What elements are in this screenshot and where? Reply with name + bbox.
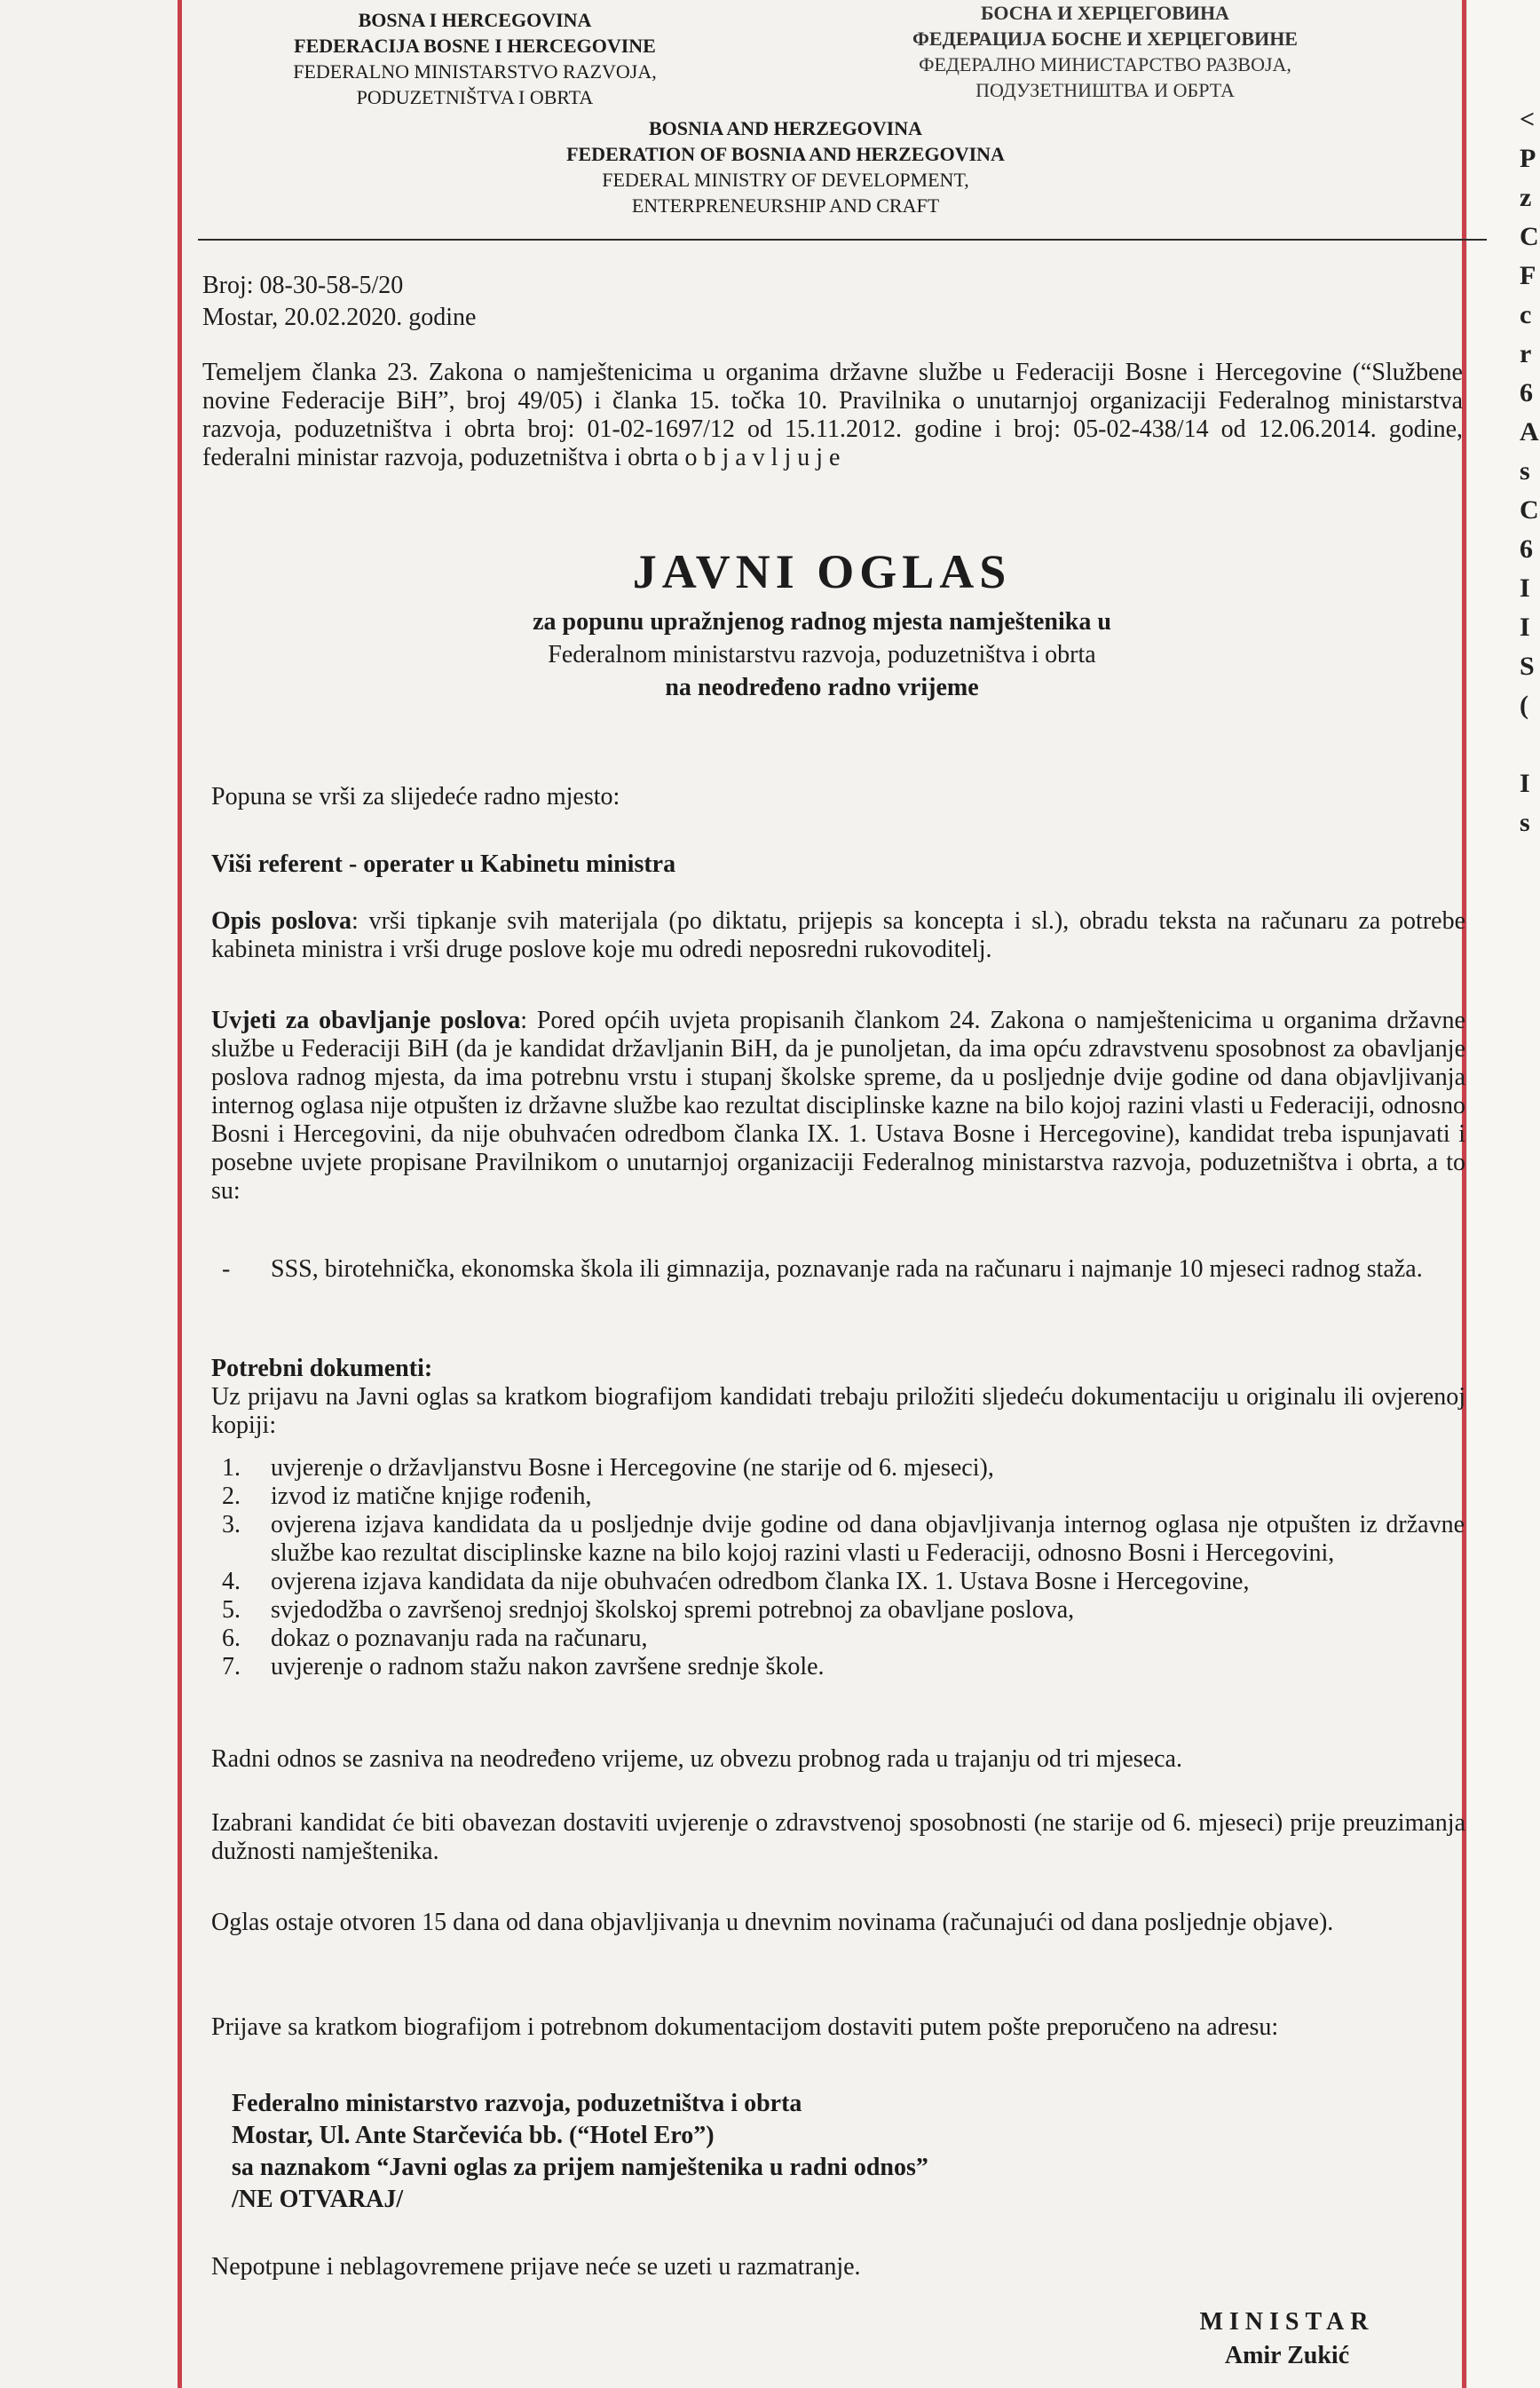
header-bosnian xyxy=(262,7,688,110)
list-text: izvod iz matične knjige rođenih, xyxy=(271,1483,592,1510)
strip-char: I xyxy=(1520,769,1530,798)
nepotpune-text: Nepotpune i neblagovremene prijave neće se uzeti u razmatranje. xyxy=(211,2253,861,2281)
subtitle-line: na neodređeno radno vrijeme xyxy=(665,674,979,701)
list-item xyxy=(222,1483,1465,1511)
list-number: 6. xyxy=(222,1625,241,1652)
address-line: /NE OTVARAJ/ xyxy=(232,2186,404,2213)
list-number: 7. xyxy=(222,1653,241,1680)
list-text: ovjerena izjava kandidata da u posljednje dvije godine od dana objavljivanja internog oglasa nje otpušten iz državne službe kao rezultat disciplinske kazne na bilo kojoj razini vlasti u Federaciji, odnosno Bosni i Hercegovini, xyxy=(271,1511,1465,1567)
uvjeti-paragraph xyxy=(211,1007,1465,1206)
strip-char: z xyxy=(1520,183,1532,212)
header-line: FEDERATION OF BOSNIA AND HERZEGOVINA xyxy=(566,143,1005,165)
dokumenti-label: Potrebni dokumenti: xyxy=(211,1355,433,1382)
header-cyrillic xyxy=(857,0,1354,103)
uvjeti-list-item xyxy=(222,1255,1465,1284)
address-line: sa naznakom “Javni oglas za prijem namještenika u radni odnos” xyxy=(232,2154,928,2181)
uvjeti-item-text: SSS, birotehnička, ekonomska škola ili gimnazija, poznavanje rada na računaru i najmanje 10 mjeseci radnog staža. xyxy=(271,1255,1423,1283)
strip-char: < xyxy=(1520,105,1536,134)
strip-char: I xyxy=(1520,613,1530,642)
header-line: ПОДУЗЕТНИШТВА И ОБРТА xyxy=(975,79,1235,101)
header-line: BOSNIA AND HERZEGOVINA xyxy=(648,117,923,139)
strip-char: C xyxy=(1520,495,1539,525)
subtitle-line: za popunu upražnjenog radnog mjesta namještenika u xyxy=(533,608,1111,636)
radni-odnos-text: Radni odnos se zasniva na neodređeno vrijeme, uz obvezu probnog rada u trajanju od tri mjeseca. xyxy=(211,1745,1182,1773)
strip-char: C xyxy=(1520,222,1539,251)
document-meta xyxy=(202,270,476,334)
list-number: 2. xyxy=(222,1483,241,1510)
address-line: Federalno ministarstvo razvoja, poduzetništva i obrta xyxy=(232,2090,802,2117)
strip-char: r xyxy=(1520,339,1532,368)
list-number: 4. xyxy=(222,1568,241,1595)
list-item xyxy=(222,1454,1465,1483)
strip-char: s xyxy=(1520,456,1530,486)
header-line: ФЕДЕРАЛНО МИНИСТАРСТВО РАЗВОЈА, xyxy=(919,53,1291,75)
list-number: 1. xyxy=(222,1454,241,1482)
dokumenti-intro: Uz prijavu na Javni oglas sa kratkom biografijom kandidati trebaju priložiti sljedeću dokumentaciju u originalu ili ovjerenoj kopiji: xyxy=(211,1383,1465,1439)
document-number: Broj: 08-30-58-5/20 xyxy=(202,272,404,299)
subtitle-line: Federalnom ministarstvu razvoja, poduzetništva i obrta xyxy=(548,641,1096,668)
strip-char: F xyxy=(1520,261,1536,290)
strip-char xyxy=(1520,731,1540,758)
header-english xyxy=(519,115,1052,218)
postal-address xyxy=(232,2088,928,2216)
uvjeti-text: : Pored općih uvjeta propisanih člankom 24. Zakona o namještenicima u organima državne službe u Federaciji BiH (da je kandidat državljanin BiH, da je punoljetan, da ima opću zdravstvenu sposobnost za obavljanje poslova radnog mjesta, da ima potrebnu vrstu i stupanj školske spreme, da u posljednje dvije godine od dana objavljivanja internog oglasa nije otpušten iz državne službe kao rezultat disciplinske kazne na bilo kojoj razini vlasti u Federaciji, odnosno Bosni i Hercegovini, da nije obuhvaćen odredbom članka IX. 1. Ustava Bosne i Hercegovine), kandidat treba ispunjavati i posebne uvjete propisane Pravilnikom o unutarnjoj organizaciji Federalnog ministarstva razvoja, poduzetništva i obrta, a to su: xyxy=(211,1007,1465,1205)
signature-role: MINISTAR xyxy=(1199,2308,1375,2336)
strip-char: P xyxy=(1520,144,1536,173)
list-text: svjedodžba o završenoj srednjoj školskoj spremi potrebnoj za obavljane poslova, xyxy=(271,1596,1075,1624)
opis-text: : vrši tipkanje svih materijala (po diktatu, prijepis sa koncepta i sl.), obradu teksta na računaru za potrebe kabineta ministra i vrši druge poslove koje mu odredi neposredni rukovoditelj. xyxy=(211,907,1466,963)
header-line: ENTERPRENEURSHIP AND CRAFT xyxy=(631,194,940,217)
list-text: dokaz o poznavanju rada na računaru, xyxy=(271,1625,648,1652)
header-line: БОСНА И ХЕРЦЕГОВИНА xyxy=(981,2,1229,24)
strip-char: A xyxy=(1520,417,1539,447)
header-line: FEDERACIJA BOSNE I HERCEGOVINE xyxy=(294,35,656,57)
list-text: uvjerenje o državljanstvu Bosne i Hercegovine (ne starije od 6. mjeseci), xyxy=(271,1454,994,1482)
header-divider xyxy=(198,239,1487,241)
signature-name: Amir Zukić xyxy=(1224,2342,1350,2369)
strip-char: 6 xyxy=(1520,378,1533,407)
list-number: 5. xyxy=(222,1596,241,1624)
list-item xyxy=(222,1625,1465,1653)
strip-char: ( xyxy=(1520,691,1528,720)
strip-char: c xyxy=(1520,300,1532,329)
opis-label: Opis poslova xyxy=(211,907,352,935)
list-text: uvjerenje o radnom stažu nakon završene srednje škole. xyxy=(271,1653,825,1680)
header-line: PODUZETNIŠTVA I OBRTA xyxy=(356,86,594,108)
header-line: FEDERALNO MINISTARSTVO RAZVOJA, xyxy=(293,60,657,83)
strip-char: 6 xyxy=(1520,534,1533,564)
header-line: FEDERAL MINISTRY OF DEVELOPMENT, xyxy=(602,169,969,191)
strip-char: I xyxy=(1520,573,1530,603)
popuna-text: Popuna se vrši za slijedeće radno mjesto: xyxy=(211,783,620,810)
document-page xyxy=(182,0,1466,2388)
list-item xyxy=(222,1653,1465,1681)
uvjeti-label: Uvjeti za obavljanje poslova xyxy=(211,1007,521,1034)
opis-paragraph xyxy=(211,907,1465,964)
address-line: Mostar, Ul. Ante Starčevića bb. (“Hotel Ero”) xyxy=(232,2122,715,2149)
list-dash: - xyxy=(222,1255,231,1283)
page-title: JAVNI OGLAS xyxy=(632,545,1012,598)
document-place-date: Mostar, 20.02.2020. godine xyxy=(202,304,477,331)
prijave-text: Prijave sa kratkom biografijom i potrebnom dokumentacijom dostaviti putem pošte preporučeno na adresu: xyxy=(211,2013,1279,2041)
intro-paragraph: Temeljem članka 23. Zakona o namještenicima u organima državne službe u Federaciji Bosne i Hercegovine (“Službene novine Federacije BiH”, broj 49/05) i članka 15. točka 10. Pravilnika o unutarnjoj organizaciji Federalnog ministarstva razvoja, poduzetništva i obrta broj: 01-02-1697/12 od 15.11.2012. godine i broj: 05-02-438/14 od 12.06.2014. godine, federalni ministar razvoja, poduzetništva i obrta o b j a v l j u j e xyxy=(202,359,1463,471)
dokumenti-list xyxy=(222,1454,1465,1681)
header-line: ФЕДЕРАЦИЈА БОСНЕ И ХЕРЦЕГОВИНЕ xyxy=(912,28,1298,50)
list-text: ovjerena izjava kandidata da nije obuhvaćen odredbom članka IX. 1. Ustava Bosne i Hercegovine, xyxy=(271,1568,1250,1595)
izabrani-text: Izabrani kandidat će biti obavezan dostaviti uvjerenje o zdravstvenoj sposobnosti (ne starije od 6. mjeseci) prije preuzimanja dužnosti namještenika. xyxy=(211,1809,1465,1865)
list-item xyxy=(222,1568,1465,1596)
signature-block xyxy=(1176,2305,1398,2373)
list-number: 3. xyxy=(222,1511,241,1538)
position-title: Viši referent - operater u Kabinetu ministra xyxy=(211,850,676,878)
strip-char: S xyxy=(1520,652,1535,681)
strip-char: s xyxy=(1520,808,1530,837)
list-item xyxy=(222,1511,1465,1568)
header-line: BOSNA I HERCEGOVINA xyxy=(358,9,592,31)
adjacent-page-text xyxy=(1520,107,1540,849)
oglas-otvoren-text: Oglas ostaje otvoren 15 dana od dana objavljivanja u dnevnim novinama (računajući od dana posljednje objave). xyxy=(211,1909,1334,1936)
list-item xyxy=(222,1596,1465,1625)
